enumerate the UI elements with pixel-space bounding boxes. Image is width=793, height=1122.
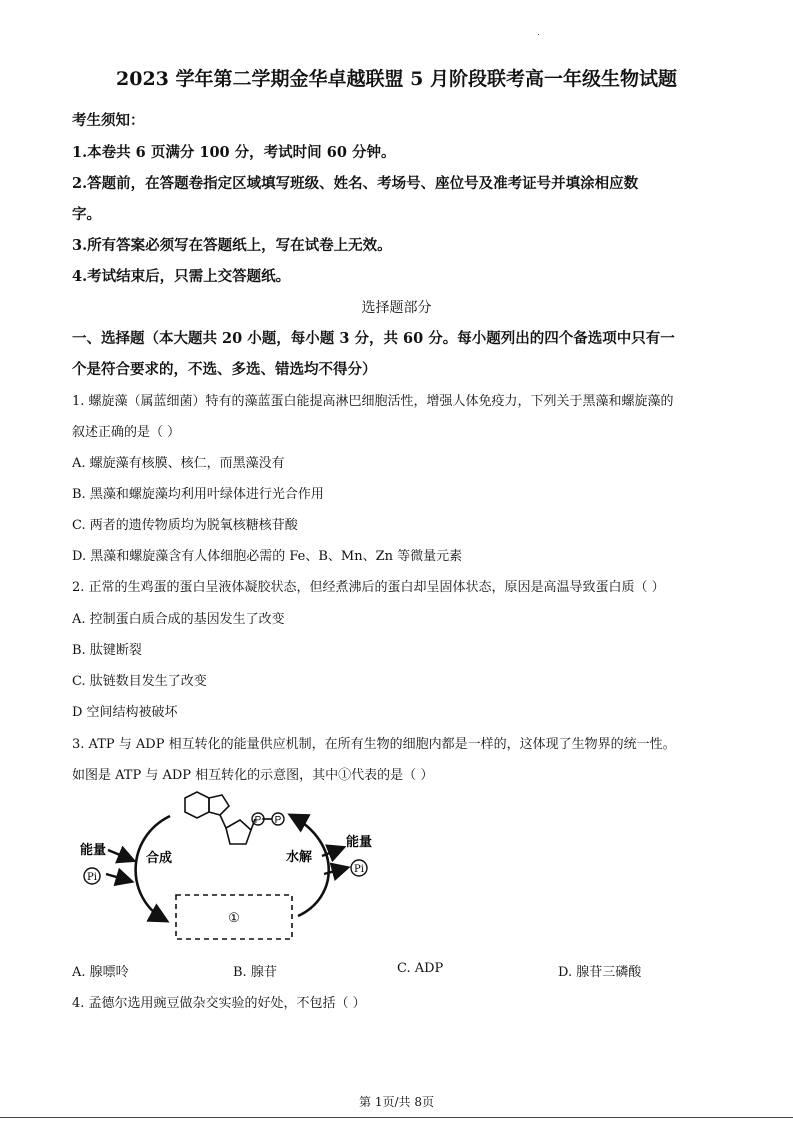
q1-stem-line-1: 1. 螺旋藻（属蓝细菌）特有的藻蓝蛋白能提高淋巴细胞活性，增强人体免疫力，下列关于黑藻和螺旋藻的 — [72, 394, 674, 409]
notice-item-1: 1.本卷共 6 页满分 100 分，考试时间 60 分钟。 — [72, 144, 396, 161]
ribose-icon — [226, 820, 251, 844]
right-pi-label: Pi — [354, 864, 364, 875]
notice-item-4: 4.考试结束后，只需上交答题纸。 — [72, 268, 291, 285]
left-energy-label: 能量 — [80, 843, 107, 858]
synthesis-label: 合成 — [146, 851, 173, 866]
q1-option-c: C. 两者的遗传物质均为脱氧核糖核苷酸 — [72, 518, 298, 533]
q3-stem-line-1: 3. ATP 与 ADP 相互转化的能量供应机制，在所有生物的细胞内都是一样的，这体现了生物界的统一性。 — [72, 737, 676, 752]
q1-option-d: D. 黑藻和螺旋藻含有人体细胞必需的 Fe、B、Mn、Zn 等微量元素 — [72, 549, 463, 564]
section-title: 选择题部分 — [361, 300, 432, 316]
q2-option-c: C. 肽链数目发生了改变 — [72, 674, 207, 689]
q3-option-d: D. 腺苷三磷酸 — [558, 965, 642, 980]
phosphate-2-label: P — [274, 815, 282, 826]
q2-stem-line-1: 2. 正常的生鸡蛋的蛋白呈液体凝胶状态，但经煮沸后的蛋白却呈固体状态，原因是高温导致蛋白质（ ） — [72, 580, 665, 595]
notice-heading: 考生须知： — [72, 112, 145, 129]
q4-stem-line-1: 4. 孟德尔选用豌豆做杂交实验的好处，不包括（ ） — [72, 996, 366, 1011]
phosphate-1-label: P — [254, 815, 262, 826]
part-one-line-1: 一、选择题（本大题共 20 小题，每小题 3 分，共 60 分。每小题列出的四个备选项中只有一 — [72, 330, 675, 347]
q1-stem-line-2: 叙述正确的是（ ） — [72, 425, 181, 440]
synthesis-arrow — [136, 816, 173, 920]
page-title: 2023 学年第二学期金华卓越联盟 5 月阶段联考高一年级生物试题 — [116, 68, 677, 90]
adenine-ring-icon — [185, 792, 209, 818]
q2-option-b: B. 肽键断裂 — [72, 643, 142, 658]
q2-option-d: D 空间结构被破坏 — [72, 705, 178, 720]
part-one-line-2: 个是符合要求的，不选、多选、错选均不得分） — [72, 361, 377, 378]
adenine-imidazole-icon — [209, 795, 229, 815]
q3-option-c: C. ADP — [397, 961, 444, 976]
q3-option-a: A. 腺嘌呤 — [72, 965, 129, 980]
q2-option-a: A. 控制蛋白质合成的基因发生了改变 — [72, 612, 285, 627]
page-footer: 第 1页/共 8页 — [359, 1095, 434, 1109]
hydrolysis-arrow — [292, 816, 329, 916]
unknown-box-label: ① — [228, 911, 240, 926]
q1-option-a: A. 螺旋藻有核膜、核仁，而黑藻没有 — [72, 456, 285, 471]
q3-stem-line-2: 如图是 ATP 与 ADP 相互转化的示意图，其中①代表的是（ ） — [72, 768, 434, 783]
notice-item-2: 2.答题前，在答题卷指定区域填写班级、姓名、考场号、座位号及准考证号并填涂相应数 — [72, 175, 639, 192]
hydrolysis-label: 水解 — [286, 850, 313, 865]
q3-option-b: B. 腺苷 — [233, 965, 277, 980]
bottom-rule — [0, 1117, 793, 1118]
notice-item-2-cont: 字。 — [72, 206, 101, 223]
right-energy-label: 能量 — [346, 835, 373, 850]
notice-item-3: 3.所有答案必须写在答题纸上，写在试卷上无效。 — [72, 237, 392, 254]
q1-option-b: B. 黑藻和螺旋藻均利用叶绿体进行光合作用 — [72, 487, 324, 502]
atp-adp-diagram — [70, 788, 390, 948]
left-pi-label: Pi — [87, 872, 97, 883]
